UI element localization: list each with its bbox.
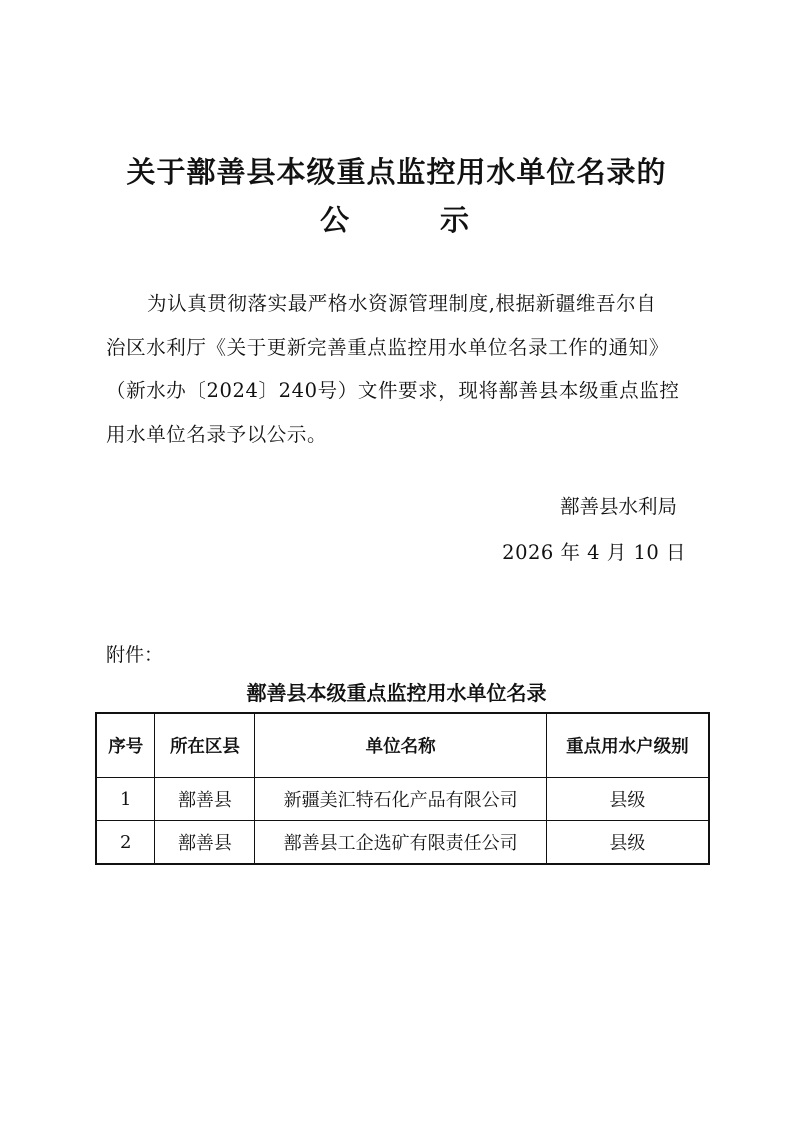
- body-line: 用水单位名录予以公示。: [106, 422, 328, 446]
- cell-unit-name: 鄯善县工企选矿有限责任公司: [255, 821, 546, 865]
- table-row: [96, 778, 709, 821]
- cell-level: 县级: [546, 778, 709, 821]
- attachment-label: 附件：: [106, 644, 164, 666]
- body-line: 为认真贯彻落实最严格水资源管理制度,根据新疆维吾尔自: [147, 292, 657, 315]
- header-level: 重点用水户级别: [546, 713, 709, 778]
- cell-index: 1: [96, 778, 155, 821]
- cell-index: 2: [96, 821, 155, 865]
- title-char-gong: 公: [320, 203, 350, 237]
- unit-roster-table: [95, 712, 710, 865]
- cell-unit-name: 新疆美汇特石化产品有限公司: [255, 778, 546, 821]
- table-title: 鄯善县本级重点监控用水单位名录: [246, 681, 547, 705]
- header-unit-name: 单位名称: [255, 713, 546, 778]
- cell-county: 鄯善县: [155, 778, 255, 821]
- cell-level: 县级: [546, 821, 709, 865]
- header-index: 序号: [96, 713, 155, 778]
- table-row: [96, 821, 709, 865]
- body-line: （新水办〔2024〕240号）文件要求，现将鄯善县本级重点监控: [106, 379, 680, 402]
- title-char-shi: 示: [440, 203, 470, 237]
- notice-title: 关于鄯善县本级重点监控用水单位名录的: [126, 155, 667, 189]
- cell-county: 鄯善县: [155, 821, 255, 865]
- body-paragraph: [106, 282, 692, 456]
- issuer-signature: 鄯善县水利局: [559, 495, 677, 518]
- table-header-row: [96, 713, 709, 778]
- issue-date: 2026 年 4 月 10 日: [502, 541, 686, 564]
- body-line: 治区水利厅《关于更新完善重点监控用水单位名录工作的通知》: [106, 335, 669, 359]
- header-county: 所在区县: [155, 713, 255, 778]
